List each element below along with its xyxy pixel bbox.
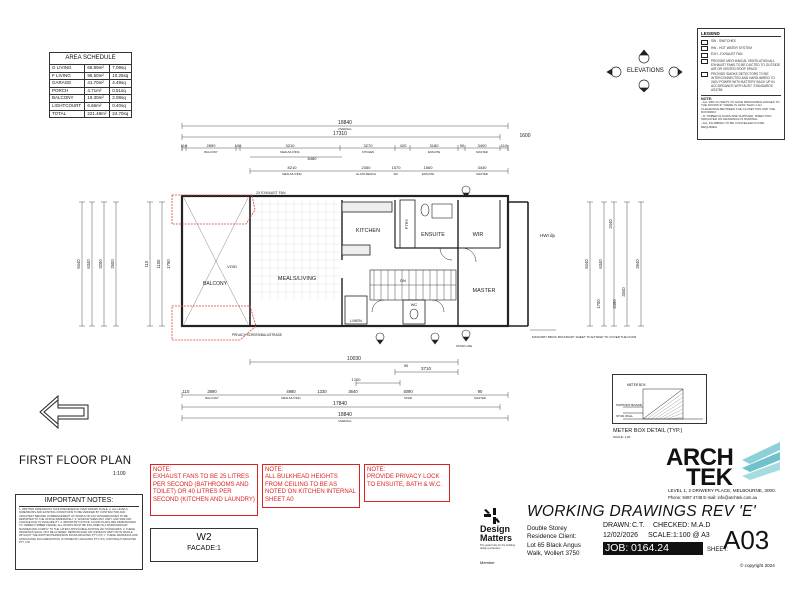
section-marker-icon bbox=[463, 337, 469, 341]
dimension-label: KITCHEN bbox=[361, 150, 375, 154]
legend-note: - ALL WIR CLOSETS TO HAVE REMOVABLE HINGES TO THE DOORS IF THERE IS LESS THAN 1.2m CLEARANCE BETWEEN THE CLOSET PAN AND THE DOORWAY bbox=[701, 99, 780, 115]
red-note-privacy-body: PROVIDE PRIVACY LOCK TO ENSUITE, BATH & W.C. bbox=[367, 474, 443, 488]
dimension-label: 90 bbox=[459, 143, 465, 148]
dimension-label: 3210 bbox=[285, 143, 295, 148]
dimension-label: 110 bbox=[144, 260, 149, 268]
plan-title: FIRST FLOOR PLAN bbox=[19, 455, 132, 467]
red-note-privacy-head: NOTE: bbox=[367, 467, 386, 473]
area-cell-label: BALCONY bbox=[50, 95, 85, 103]
door-arc bbox=[440, 248, 452, 260]
legend-title: LEGEND bbox=[701, 31, 781, 37]
dimension-label: MEALS/LIVING bbox=[280, 150, 300, 154]
red-note-bulkhead-head: NOTE: bbox=[265, 467, 284, 473]
dimension-label: BALCONY bbox=[205, 396, 219, 400]
dimension-label: 3710 bbox=[420, 366, 432, 371]
company-logo-mark-icon bbox=[740, 438, 784, 484]
drawn-by: C.T. bbox=[632, 522, 645, 529]
dimension-label: 18840 bbox=[338, 120, 352, 126]
dimension-label: 1100 bbox=[156, 259, 161, 269]
dimension-label: MASTER bbox=[476, 172, 488, 176]
dimension-label: GLASS BENCH bbox=[356, 172, 376, 176]
dimension-label: 2X EXHAUST FAN bbox=[256, 191, 286, 195]
dimension-label: MEALS/LIVING bbox=[282, 172, 302, 176]
red-note-exhaust-head: NOTE: bbox=[153, 467, 172, 473]
dimension-label: HWI dp bbox=[540, 233, 556, 238]
company-logo bbox=[666, 438, 786, 490]
design-matters-logo bbox=[478, 508, 522, 568]
legend-item: SW - SWITCHES bbox=[711, 39, 736, 43]
area-cell-sqm: 95.50m² bbox=[85, 72, 110, 80]
dimension-label: ENSUITE bbox=[421, 232, 445, 238]
project-line: Residence Client: bbox=[527, 533, 577, 541]
meter-tag-support: SUPPORT BOARD bbox=[616, 403, 642, 407]
section-marker-icon bbox=[432, 340, 438, 344]
area-cell-sqm: 6.66m² bbox=[85, 102, 110, 110]
job-label: JOB: bbox=[605, 542, 629, 554]
dimension-label: 110 bbox=[182, 389, 190, 394]
job-number: 0164.24 bbox=[631, 542, 669, 554]
area-cell-sqm: 68.89m² bbox=[85, 65, 110, 73]
dimension-label: 3180 bbox=[429, 143, 439, 148]
company-contact: Phone: 9487 4748 E-mail: info@archtek.com.au bbox=[668, 495, 758, 500]
design-matters-name-1: Design bbox=[480, 524, 511, 534]
legend-item: HW - HOT WATER SYSTEM bbox=[711, 45, 752, 50]
red-note-bulkhead bbox=[262, 464, 360, 508]
company-name-2: TEK bbox=[686, 464, 733, 491]
dimension-label: 4090 bbox=[403, 389, 413, 394]
project-line: Walk, Wollert 3750 bbox=[527, 550, 580, 558]
company-name-1: ARCH bbox=[666, 444, 734, 471]
dimension-label: BALCONY bbox=[204, 150, 218, 154]
legend-item: PROVIDE MECHANICAL VENTILATION ALL EXHAUST FANS TO BE DUCTED TO OUTSIDE AIR OR VENTED ROOF SPACE bbox=[711, 58, 780, 71]
dimension-label: 2440 bbox=[608, 219, 613, 229]
dimension-label: 18840 bbox=[338, 412, 352, 418]
red-note-exhaust-body: EXHAUST FANS TO BE 25 LITRES PER SECOND (BATHROOMS AND TOILET) OR 40 LITRES PER SECOND (KITCHEN AND LAUNDRY) bbox=[153, 474, 255, 503]
drawing-date: 12/02/2026 bbox=[603, 532, 639, 539]
kitchen-island bbox=[342, 245, 370, 255]
legend-item: PROVIDE SMOKE DETECTORS TO BE INTERCONNECTED AND HARD-WIRED TO 240V POWER WITH BATTERY BACK UP IN ACCORDANCE WITH AUST. STANDARDS AS3786 bbox=[711, 71, 775, 92]
dimension-label: WC bbox=[410, 302, 418, 307]
scale-label: SCALE: bbox=[648, 532, 673, 539]
dimension-label: 420 bbox=[399, 143, 407, 148]
dimension-label: 3340 bbox=[621, 287, 626, 297]
area-cell-sqm: 41.70m² bbox=[85, 80, 110, 88]
dimension-label: 6340 bbox=[598, 259, 603, 269]
dimension-label: 2600 bbox=[110, 259, 115, 269]
important-notes-body: 1. WRITTEN DIMENSIONS TAKE PRECEDENCE OVER DRAWN SCALE. 2. ALL LEVELS, DIMENSIONS AND EXISTING CONDITIONS TO BE VERIFIED BY CONTRACTOR AND ARCHITEKT BEFORE COMMENCEMENT OF WORKS OR ANY DISCREPANCIES TO BE REPORTED TO THE OFFICE IMMEDIATELY. 3. WINDOW SIZES MAY VARY, AND SIZE MAY CHANGE DUE TO AVAILABILITY. 4. IMPORTANT NOTICE: FLOOR PLANS ARE DIMENSIONED TO TIMBER (TIMBER FRAME). ALL WORKS MUST BE INCLUDED IN A WORKMANSHIP MANNER AND COMPLY TO THE LATEST APPLICABLE AUSTRALIAN STANDARDS. 4. THESE DRAWINGS SHALL NOT BE ALTERED, REPRODUCED OR COPIED IN PART OR IN WHOLE WITHOUT THE WRITTEN PERMISSION FROM ARCHITEK PTY LTD. 7. THESE DRAWINGS AND ASSOCIATED DOCUMENTATION IS OWNED BY ARCHITEK PTY LTD. COPYRIGHT ARCHITEK PTY LTD. bbox=[19, 508, 138, 544]
area-cell-sq: 10.25sq bbox=[110, 72, 132, 80]
area-cell-sq: 24.70sq bbox=[110, 110, 132, 118]
kitchen-bench bbox=[342, 202, 392, 212]
dimension-label: OVERALL bbox=[338, 127, 352, 131]
dimension-label: 3400 bbox=[477, 143, 487, 148]
dimension-label: 1570 bbox=[391, 165, 401, 170]
dimension-label: ENSUITE bbox=[421, 172, 435, 176]
area-cell-sqm: 221.48m² bbox=[85, 110, 110, 118]
area-cell-label: GARAGE bbox=[50, 80, 85, 88]
dimension-label: KITCHEN bbox=[355, 228, 381, 234]
scale-value: 1:100 @ A3 bbox=[673, 532, 710, 539]
red-note-exhaust bbox=[150, 464, 258, 516]
area-cell-sq: 7.09sq bbox=[110, 65, 132, 73]
area-cell-sqm: 4.71m² bbox=[85, 87, 110, 95]
dimension-label: 6440 bbox=[584, 259, 589, 269]
dimension-label: 110 bbox=[180, 143, 188, 148]
dimension-label: STAIR bbox=[403, 396, 413, 400]
dimension-label: 17840 bbox=[333, 401, 347, 407]
dimension-label: MASTER bbox=[476, 150, 488, 154]
dimension-label: MEALS/LIVING bbox=[277, 276, 317, 282]
exhaust-zone bbox=[172, 195, 255, 224]
elevations-label: ELEVATIONS bbox=[627, 68, 664, 74]
design-matters-name-2: Matters bbox=[480, 533, 513, 543]
dimension-label: 6340 bbox=[86, 259, 91, 269]
dimension-label: 10030 bbox=[347, 356, 361, 362]
meter-tag-stud: STUD WALL bbox=[616, 414, 634, 418]
design-matters-sub: The peak body for the building design profession bbox=[480, 544, 515, 550]
north-arrow-icon bbox=[38, 392, 90, 432]
dimension-label: 2890 bbox=[207, 389, 217, 394]
area-cell-label: LIGHTCOURT bbox=[50, 102, 85, 110]
dimension-label: BALCONY bbox=[203, 281, 227, 287]
title-block-details bbox=[603, 522, 788, 560]
project-line: Double Storey bbox=[527, 525, 567, 532]
facade-box bbox=[150, 528, 258, 562]
door-arc bbox=[372, 300, 384, 312]
meter-tag-box: METER BOX bbox=[627, 383, 646, 387]
checked-label: CHECKED: bbox=[653, 522, 690, 529]
dimension-label: 1700 bbox=[351, 377, 361, 382]
dimension-label: ENSUITE bbox=[427, 150, 441, 154]
door-arc bbox=[432, 300, 444, 312]
dimension-label: MASTER bbox=[472, 288, 496, 294]
legend-note: - ALL PLUMBING TO BE CONCEALED IN FRE REQUIRED. bbox=[701, 121, 765, 129]
dimension-label: STAIR LINE bbox=[456, 344, 473, 348]
working-drawings-title: WORKING DRAWINGS REV 'E' bbox=[527, 503, 756, 520]
sheet-number: A03 bbox=[723, 525, 770, 555]
project-details bbox=[527, 525, 607, 559]
section-marker-icon bbox=[377, 340, 383, 344]
dimension-label: 3430 bbox=[477, 165, 487, 170]
plan-scale: 1:100 bbox=[113, 471, 126, 477]
sheet-label: SHEET: bbox=[707, 547, 729, 553]
company-address: LEVEL 1, 2 DRIWERY PLACE, MELBOURNE, 3000. bbox=[668, 488, 776, 493]
dimension-label: 100 bbox=[234, 143, 242, 148]
area-cell-sq: 2.08sq bbox=[110, 95, 132, 103]
toilet bbox=[421, 204, 429, 216]
important-notes-title: IMPORTANT NOTES: bbox=[19, 496, 139, 507]
meter-box-detail bbox=[612, 374, 707, 424]
dimension-label: VOID bbox=[227, 264, 237, 269]
legend-note-title: NOTE: bbox=[701, 96, 713, 101]
dimension-label: LINEN bbox=[350, 318, 362, 323]
dimension-label: MEALS/LIVING bbox=[281, 396, 301, 400]
dimension-label: 2350 bbox=[361, 165, 371, 170]
area-cell-sq: 4.49sq bbox=[110, 80, 132, 88]
dimension-label: 1330 bbox=[317, 389, 327, 394]
legend-note: - IF TIMBER FLOORS ARE SUPPLIED, DIRECTION INDICATED ON DRAWINGS IS NOMINAL bbox=[701, 113, 772, 122]
facade-title: W2 bbox=[196, 532, 212, 543]
important-notes bbox=[15, 494, 143, 570]
dimension-label: DN bbox=[400, 278, 406, 283]
drawn-label: DRAWN: bbox=[603, 522, 632, 529]
dimension-label: 110 bbox=[500, 143, 508, 148]
meter-box-scale: SCALE: 1:20 bbox=[613, 435, 631, 439]
design-matters-member: Member bbox=[480, 560, 495, 565]
facade-subtitle: FACADE:1 bbox=[187, 545, 221, 552]
dimension-label: 1700 bbox=[596, 299, 601, 309]
area-schedule-title: AREA SCHEDULE bbox=[49, 52, 132, 64]
area-cell-label: G LIVING bbox=[50, 65, 85, 73]
area-cell-sq: 0.51sq bbox=[110, 87, 132, 95]
vanity bbox=[432, 204, 452, 218]
dimension-label: PRIVACY SCREEN/BALUSTRADE bbox=[232, 333, 283, 337]
area-cell-label: PORCH bbox=[50, 87, 85, 95]
dimension-label: 1790 bbox=[166, 259, 171, 269]
dimension-label: 4980 bbox=[286, 389, 296, 394]
design-matters-icon bbox=[484, 508, 500, 524]
dimension-label: 8480 bbox=[307, 156, 317, 161]
project-line: Lot 65 Black Angus bbox=[527, 541, 581, 549]
dimension-label: 8210 bbox=[287, 165, 297, 170]
copyright: © copyright 2024 bbox=[740, 563, 775, 568]
dimension-label: WC bbox=[393, 172, 399, 176]
dimension-label: 90 bbox=[403, 363, 409, 368]
dimension-label: 6440 bbox=[76, 259, 81, 269]
dimension-label: 3270 bbox=[363, 143, 373, 148]
area-cell-sq: 0.40sq bbox=[110, 102, 132, 110]
dimension-label: 1560 bbox=[423, 165, 433, 170]
red-note-bulkhead-body: ALL BULKHEAD HEIGHTS FROM CEILING TO BE AS NOTED ON KITCHEN INTERNAL SHEET A0 bbox=[265, 474, 356, 503]
dimension-label: PTRY bbox=[404, 218, 409, 230]
area-cell-label: TOTAL bbox=[50, 110, 85, 118]
dimension-label: WIR bbox=[472, 232, 484, 238]
dimension-label: OVERALL bbox=[338, 419, 352, 423]
wc-toilet bbox=[410, 309, 418, 319]
door-arc bbox=[462, 248, 476, 262]
dimension-label: 2640 bbox=[635, 259, 640, 269]
dimension-label: 3640 bbox=[348, 389, 358, 394]
red-note-privacy bbox=[364, 464, 450, 502]
dimension-label: 17310 bbox=[333, 131, 347, 137]
meter-note: MASONRY BRICK BOUNDARY SHEET TO EXTEND TO COVER THE FOAM bbox=[532, 335, 637, 339]
dimension-label: 2890 bbox=[206, 143, 216, 148]
dimension-label: 2490 bbox=[612, 299, 617, 309]
dimension-label: 1600 bbox=[519, 133, 531, 139]
area-cell-label: F LIVING bbox=[50, 72, 85, 80]
dimension-label: MASTER bbox=[474, 396, 486, 400]
checked-by: M.A.D bbox=[691, 522, 711, 529]
area-cell-sqm: 19.30m² bbox=[85, 95, 110, 103]
meter-box-label: METER BOX DETAIL (TYP.) bbox=[613, 428, 683, 434]
legend-item: EXH - EXHAUST FAN bbox=[711, 52, 743, 56]
dimension-label: 3200 bbox=[98, 259, 103, 269]
dimension-label: 90 bbox=[477, 389, 483, 394]
